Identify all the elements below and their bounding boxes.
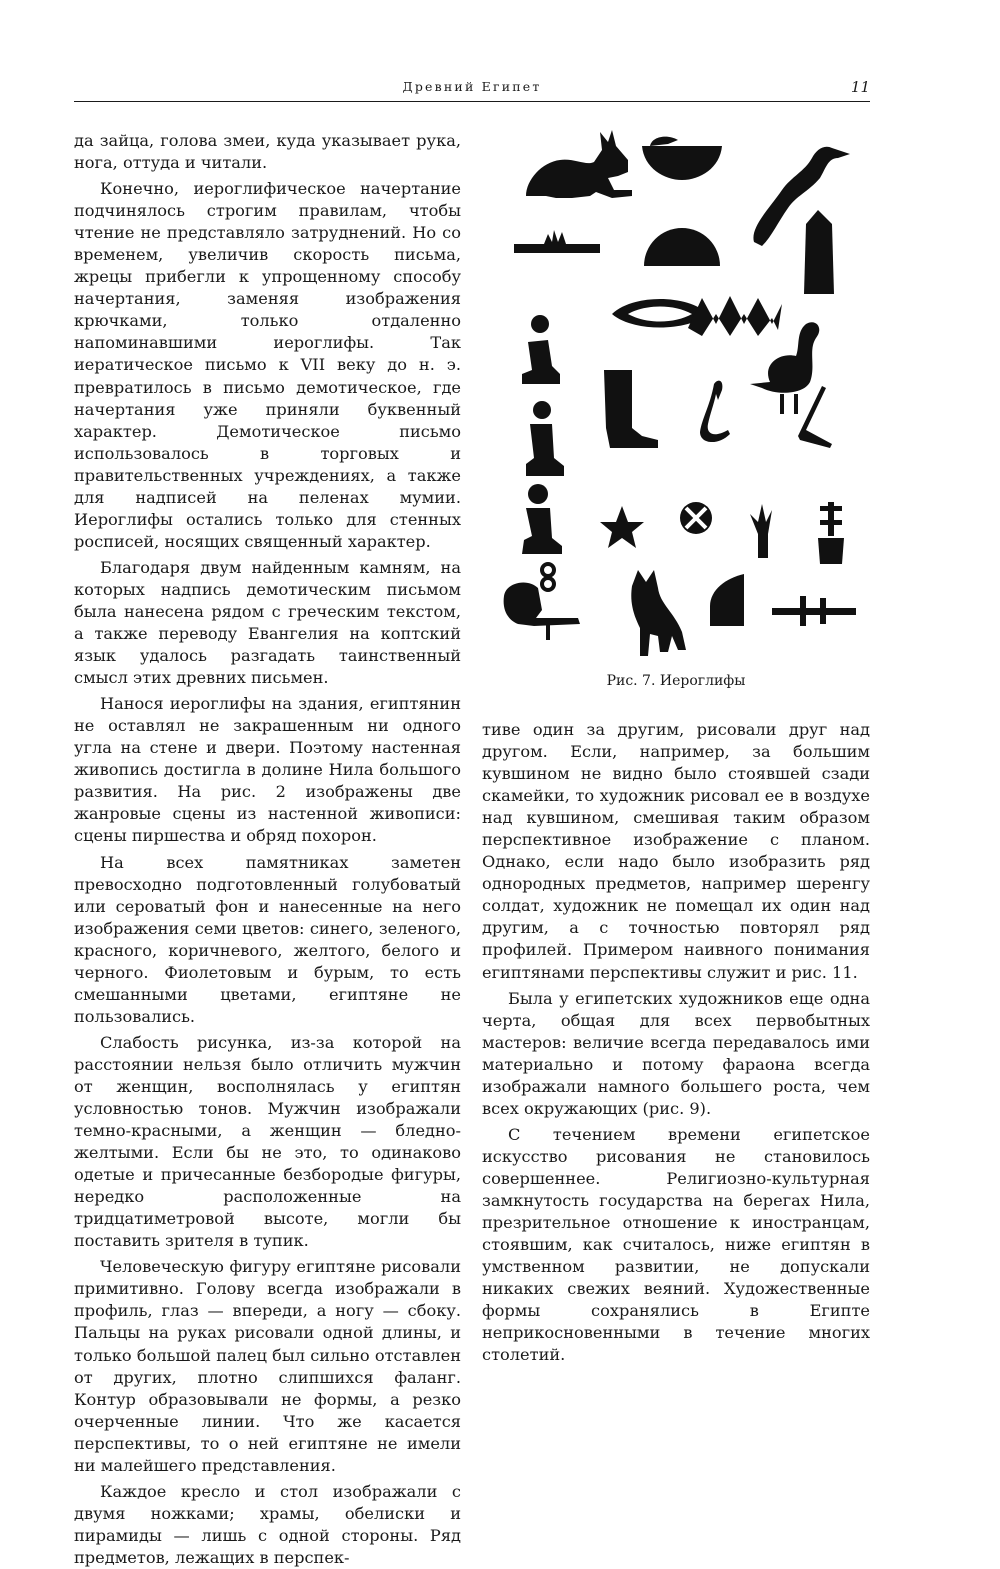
bar-marks-icon xyxy=(772,596,856,626)
paragraph: да зайца, голова змеи, куда указывает рука, нога, оттуда и читали. xyxy=(74,131,461,173)
paragraph: Конечно, иероглифическое начертание подчинялось строгим правилам, чтобы чтение не представляло затруднений. Но со временем, увеличив скорость письма, жрецы прибегли к упрощенному способу начертания, заменяя изображения крючками, только отдаленно напоминавшими иероглифы. Так иератическое письмо к VII веку до н. э. превратилось в письмо демотическое, где начертания уже приняли буквенный характер. Демотическое письмо использовалось в торговых и правительственных учреждениях, а также для надписей на пеленах мумии. Иероглифы остались только для стенных росписей, носящих священный характер. xyxy=(74,179,461,551)
paragraph: На всех памятниках заметен превосходно подготовленный голубоватый или сероватый фон и нанесенные на него изображения семи цветов: синего, зеленого, красного, коричневого, желтого, белого и черного. Фиолетовым и бурым, то есть смешанными цветами, египтяне не пользовались. xyxy=(74,852,461,1026)
seated-woman-icon xyxy=(522,315,560,384)
hieroglyphs-figure xyxy=(482,118,870,658)
hare-icon xyxy=(526,130,632,198)
paragraph: Человеческую фигуру египтяне рисовали примитивно. Голову всегда изображали в профиль, глаз — впереди, а ногу — сбоку. Пальцы на руках рисовали одной длины, и только большой палец был сильно отставлен от других, плотно слипшихся фаланг. Контур образовывали не формы, а резко очерченные линии. Что же касается перспективы, то о ней египтяне не имели ни малейшего представления. xyxy=(74,1257,461,1475)
obelisk-icon xyxy=(804,210,834,294)
crossed-circle-icon xyxy=(680,502,712,534)
swan-icon xyxy=(750,322,819,414)
paragraph: Каждое кресло и стол изображали с двумя ножками; храмы, обелиски и пирамиды — лишь с одной стороны. Ряд предметов, лежащих в перспек- xyxy=(74,1481,461,1567)
hand-stroke-icon xyxy=(700,381,730,442)
water-zigzag-icon xyxy=(688,296,782,336)
paragraph: Была у египетских художников еще одна черта, общая для всех первобытных мастеров: величие всегда передавалось ими материально и потому фараона всегда изображали намного большего роста, чем всех окружающих (рис. 9). xyxy=(482,988,870,1118)
page-number: 11 xyxy=(850,78,870,96)
seated-figure-icon xyxy=(526,401,564,476)
figure-caption: Рис. 7. Иероглифы xyxy=(606,673,746,689)
star-icon xyxy=(600,506,644,548)
seated-child-icon xyxy=(522,484,562,554)
quarter-disk-icon xyxy=(710,574,744,626)
running-head-title: Древний Египет xyxy=(402,79,542,94)
angle-stroke-icon xyxy=(798,386,832,448)
half-disk-icon xyxy=(644,228,720,266)
fox-icon xyxy=(631,570,686,656)
ground-line-icon xyxy=(514,230,600,253)
left-column xyxy=(74,130,461,1569)
basket-icon xyxy=(642,137,722,180)
jar-cross-icon xyxy=(818,502,844,564)
paragraph: тиве один за другим, рисовали друг над другом. Если, например, за большим кувшином не видно было стоявшей сзади скамейки, то художник рисовал ее в воздухе над кувшином, смешивая таким образом перспективное изображение с планом. Однако, если надо было изобразить ряд однородных предметов, например шеренгу солдат, художник не помещал их один над другим, а с точностью повторял ряд профилей. Примером наивного понимания египтянами перспективы служит и рис. 11. xyxy=(482,720,870,982)
snake-icon xyxy=(753,147,850,246)
boot-icon xyxy=(604,370,658,448)
paragraph: Нанося иероглифы на здания, египтянин не оставлял не закрашенным ни одного угла на стене и двери. Поэтому настенная живопись достигла в долине Нила большого развития. На рис. 2 изображены две жанровые сцены из настенной живописи: сцены пиршества и обряд похорон. xyxy=(74,694,461,846)
reed-plant-icon xyxy=(750,504,772,558)
paragraph: Благодаря двум найденным камням, на которых надпись демотическим письмом была нанесена рядом с греческим текстом, а также переводу Евангелия на коптский язык удалось разгадать таинственный смысл этих древних письмен. xyxy=(74,557,461,688)
paragraph: С течением времени египетское искусство рисования не становилось совершеннее. Религиозно-культурная замкнутость государства на берегах Нила, презрительное отношение к иностранцам, стоявшим, как считалось, ниже египтян в умственном развитии, не допускали никаких свежих веяний. Художественные формы сохранялись в Египте неприкосновенными в течение многих столетий. xyxy=(482,1124,870,1365)
scepter-bird-icon xyxy=(504,564,580,640)
paragraph: Слабость рисунка, из-за которой на расстоянии нельзя было отличить мужчин от женщин, восполнялась у египтян условностью тонов. Мужчин изображали темно-красными, а женщин — бледно-желтыми. Если бы не это, то одинаково одетые и причесанные безбородые фигуры, нередко расположенные на тридцатиметровой высоте, могли бы поставить зрителя в тупик. xyxy=(74,1032,461,1251)
running-head xyxy=(74,79,870,102)
right-column xyxy=(482,719,870,1366)
